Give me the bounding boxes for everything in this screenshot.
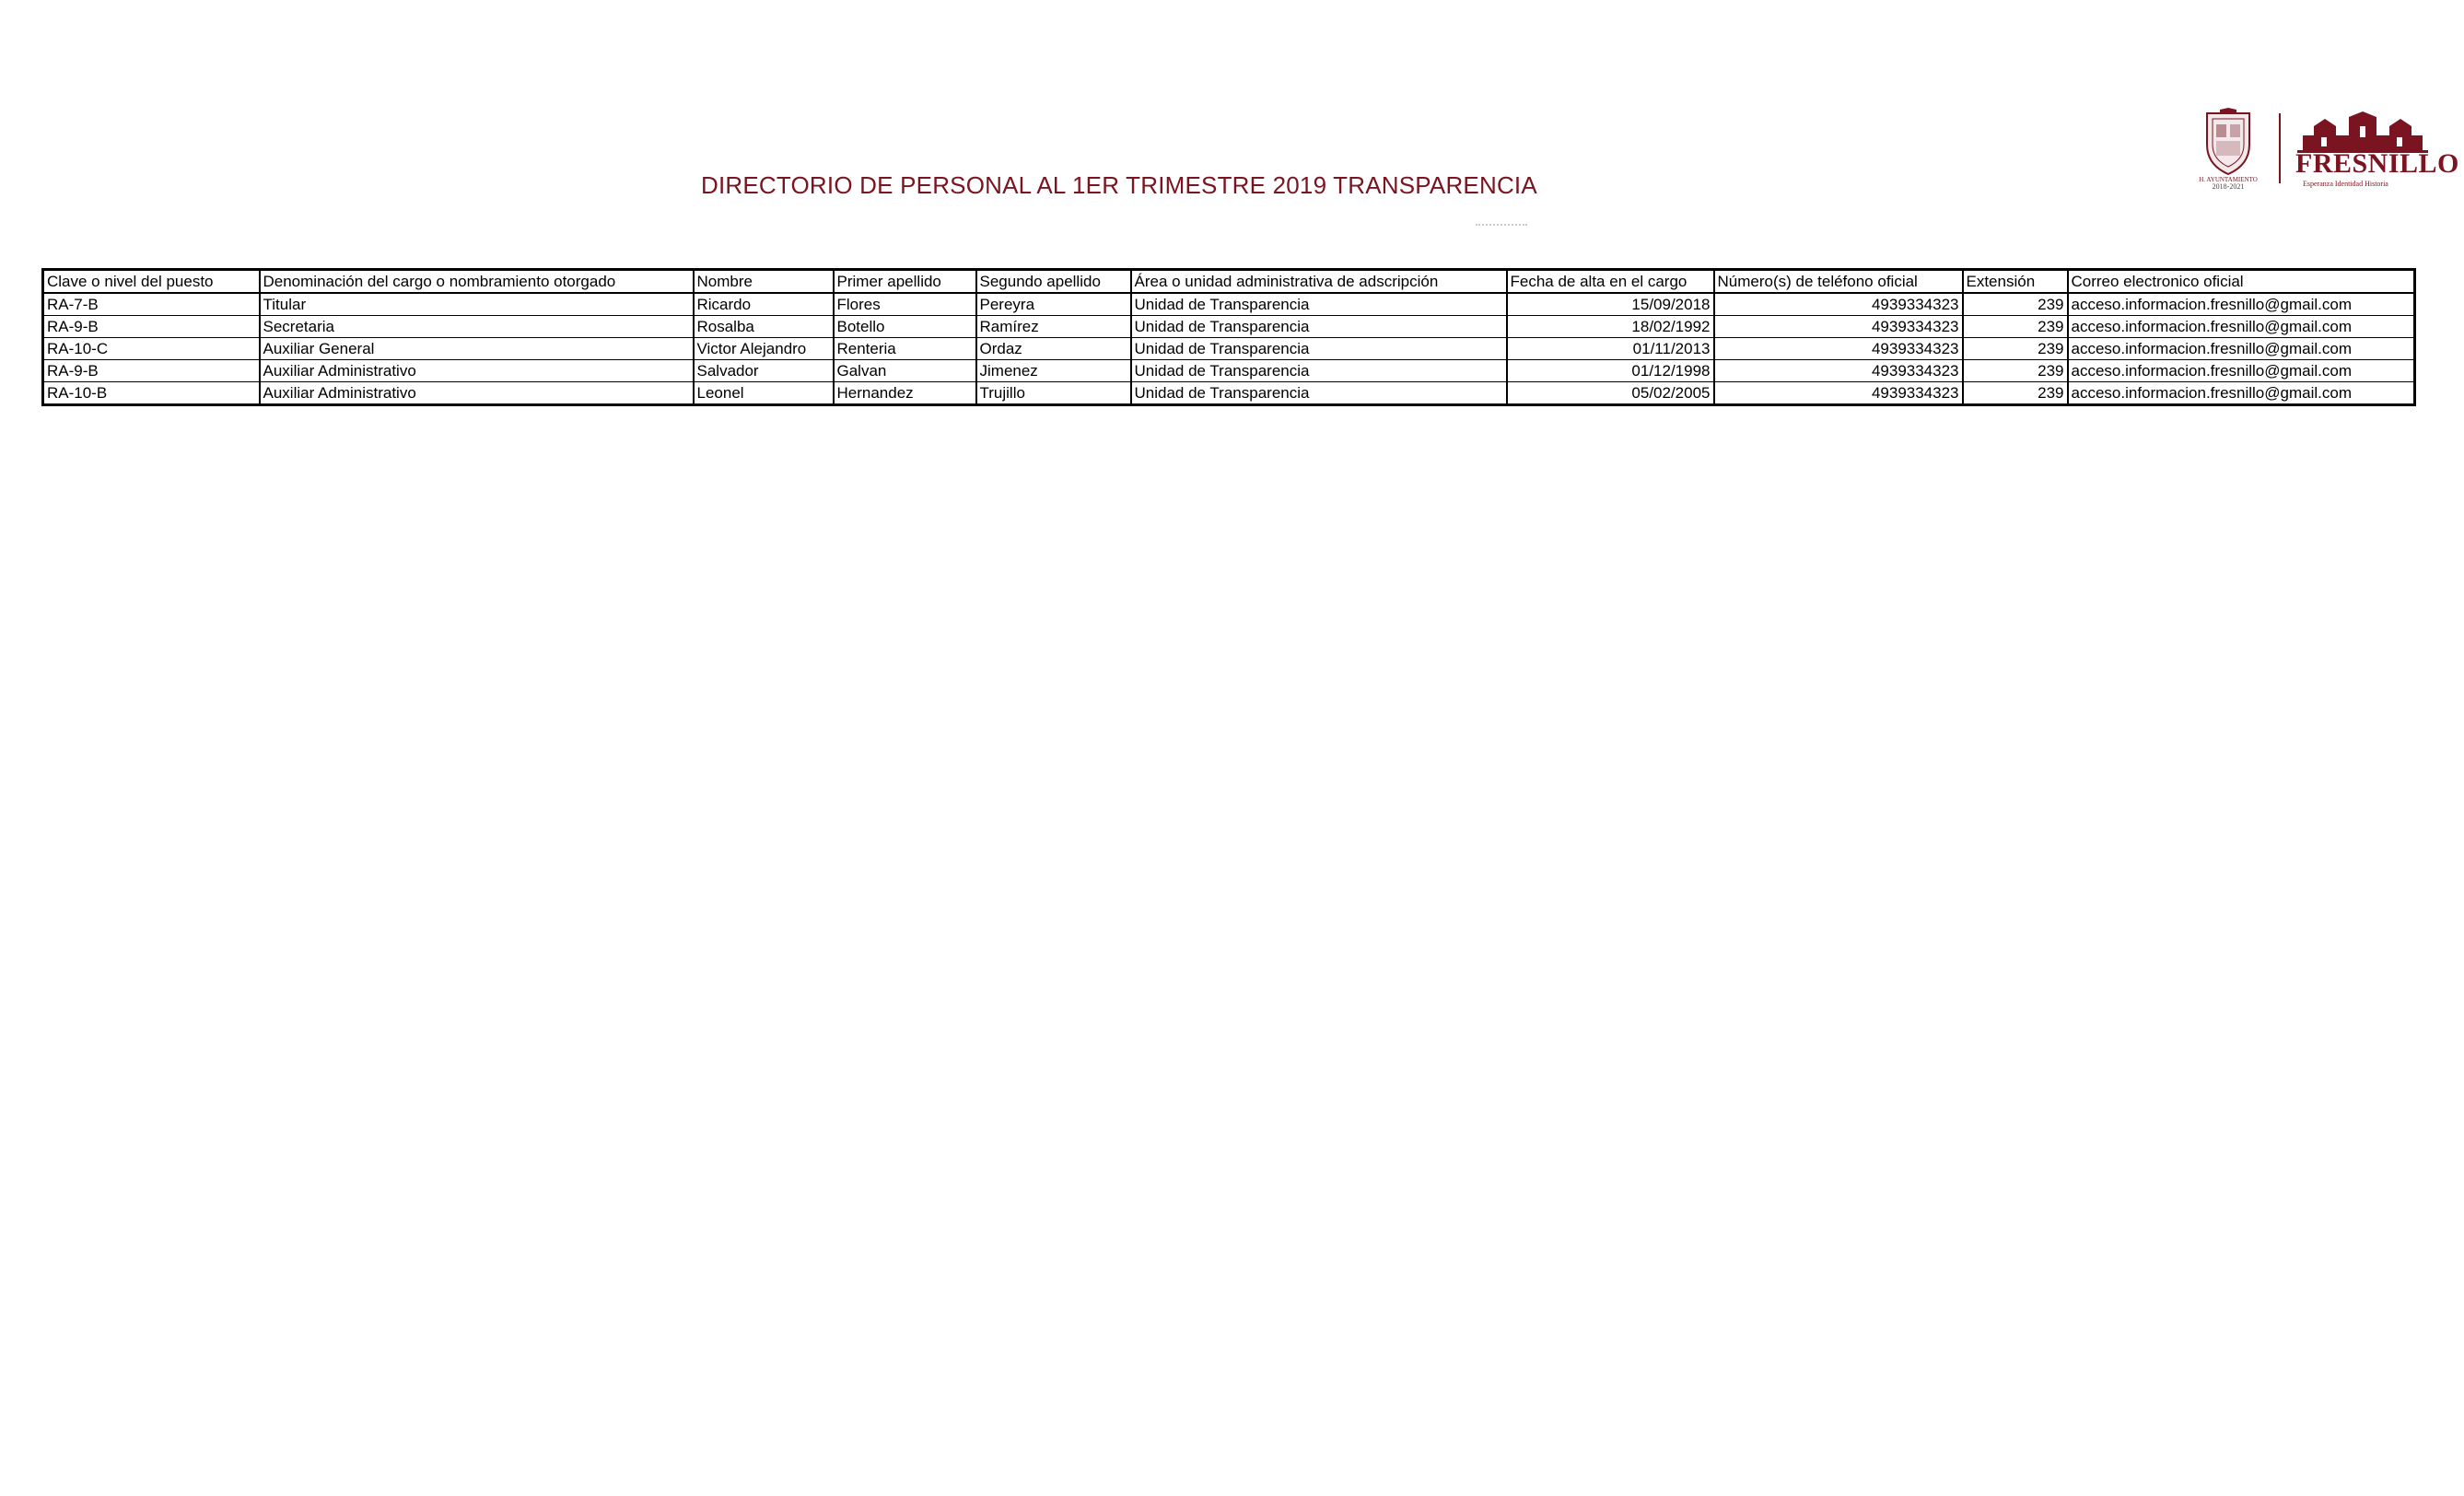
- table-row: [43, 338, 2415, 360]
- table-header: [43, 270, 2415, 294]
- crest-caption: [2196, 176, 2260, 191]
- header-area: Área o unidad administrativa de adscripción: [1131, 270, 1507, 294]
- header-denominacion: Denominación del cargo o nombramiento otorgado: [260, 270, 694, 294]
- cell-area: Unidad de Transparencia: [1131, 360, 1507, 382]
- cell-area: Unidad de Transparencia: [1131, 382, 1507, 405]
- cell-segundo-apellido: Ramírez: [976, 316, 1131, 338]
- cell-segundo-apellido: Pereyra: [976, 293, 1131, 316]
- logo-divider: [2279, 113, 2281, 183]
- cell-correo: acceso.informacion.fresnillo@gmail.com: [2068, 360, 2415, 382]
- cell-nombre: Leonel: [694, 382, 834, 405]
- cell-denominacion: Titular: [260, 293, 694, 316]
- cell-denominacion: Auxiliar General: [260, 338, 694, 360]
- table-row: [43, 293, 2415, 316]
- cell-telefono: 4939334323: [1714, 293, 1963, 316]
- cell-fecha-alta: 01/11/2013: [1507, 338, 1714, 360]
- cell-primer-apellido: Hernandez: [834, 382, 976, 405]
- cell-area: Unidad de Transparencia: [1131, 316, 1507, 338]
- table-body: [43, 293, 2415, 405]
- personnel-directory-table: [41, 268, 2416, 406]
- cell-extension: 239: [1963, 360, 2068, 382]
- cell-segundo-apellido: Trujillo: [976, 382, 1131, 405]
- cell-telefono: 4939334323: [1714, 316, 1963, 338]
- crest-caption-text: H. AYUNTAMIENTO: [2199, 176, 2258, 183]
- municipal-crest-icon: [2201, 108, 2255, 176]
- cell-nombre: Ricardo: [694, 293, 834, 316]
- cell-clave: RA-7-B: [43, 293, 260, 316]
- cell-correo: acceso.informacion.fresnillo@gmail.com: [2068, 338, 2415, 360]
- page-title: DIRECTORIO DE PERSONAL AL 1ER TRIMESTRE 2019 TRANSPARENCIA: [701, 171, 1537, 199]
- cell-area: Unidad de Transparencia: [1131, 338, 1507, 360]
- cell-correo: acceso.informacion.fresnillo@gmail.com: [2068, 293, 2415, 316]
- cell-nombre: Rosalba: [694, 316, 834, 338]
- cell-fecha-alta: 18/02/1992: [1507, 316, 1714, 338]
- cell-segundo-apellido: Ordaz: [976, 338, 1131, 360]
- table-row: [43, 360, 2415, 382]
- crest-years: 2018-2021: [2212, 182, 2245, 191]
- fresnillo-logo-text: FRESNILLO: [2295, 148, 2459, 179]
- header-clave: Clave o nivel del puesto: [43, 270, 260, 294]
- cell-primer-apellido: Botello: [834, 316, 976, 338]
- cell-clave: RA-10-B: [43, 382, 260, 405]
- cell-telefono: 4939334323: [1714, 382, 1963, 405]
- fresnillo-tagline: Esperanza Identidad Historia: [2303, 180, 2388, 188]
- cell-denominacion: Auxiliar Administrativo: [260, 360, 694, 382]
- header-extension: Extensión: [1963, 270, 2068, 294]
- header-primer-apellido: Primer apellido: [834, 270, 976, 294]
- cell-segundo-apellido: Jimenez: [976, 360, 1131, 382]
- cell-extension: 239: [1963, 316, 2068, 338]
- cell-nombre: Victor Alejandro: [694, 338, 834, 360]
- cell-denominacion: Auxiliar Administrativo: [260, 382, 694, 405]
- cell-primer-apellido: Galvan: [834, 360, 976, 382]
- cell-correo: acceso.informacion.fresnillo@gmail.com: [2068, 316, 2415, 338]
- header-nombre: Nombre: [694, 270, 834, 294]
- cell-denominacion: Secretaria: [260, 316, 694, 338]
- cell-extension: 239: [1963, 382, 2068, 405]
- cell-fecha-alta: 01/12/1998: [1507, 360, 1714, 382]
- cell-telefono: 4939334323: [1714, 360, 1963, 382]
- cell-primer-apellido: Flores: [834, 293, 976, 316]
- cell-primer-apellido: Renteria: [834, 338, 976, 360]
- cell-clave: RA-9-B: [43, 360, 260, 382]
- header-row: [43, 270, 2415, 294]
- cell-correo: acceso.informacion.fresnillo@gmail.com: [2068, 382, 2415, 405]
- cell-telefono: 4939334323: [1714, 338, 1963, 360]
- cell-fecha-alta: 05/02/2005: [1507, 382, 1714, 405]
- header-logos: [2199, 106, 2459, 193]
- table-row: [43, 382, 2415, 405]
- cell-area: Unidad de Transparencia: [1131, 293, 1507, 316]
- header-telefono: Número(s) de teléfono oficial: [1714, 270, 1963, 294]
- cell-clave: RA-10-C: [43, 338, 260, 360]
- cell-extension: 239: [1963, 293, 2068, 316]
- faint-mark: [1476, 224, 1527, 228]
- cell-fecha-alta: 15/09/2018: [1507, 293, 1714, 316]
- cell-nombre: Salvador: [694, 360, 834, 382]
- header-segundo-apellido: Segundo apellido: [976, 270, 1131, 294]
- cell-extension: 239: [1963, 338, 2068, 360]
- header-correo: Correo electronico oficial: [2068, 270, 2415, 294]
- cell-clave: RA-9-B: [43, 316, 260, 338]
- header-fecha-alta: Fecha de alta en el cargo: [1507, 270, 1714, 294]
- table-row: [43, 316, 2415, 338]
